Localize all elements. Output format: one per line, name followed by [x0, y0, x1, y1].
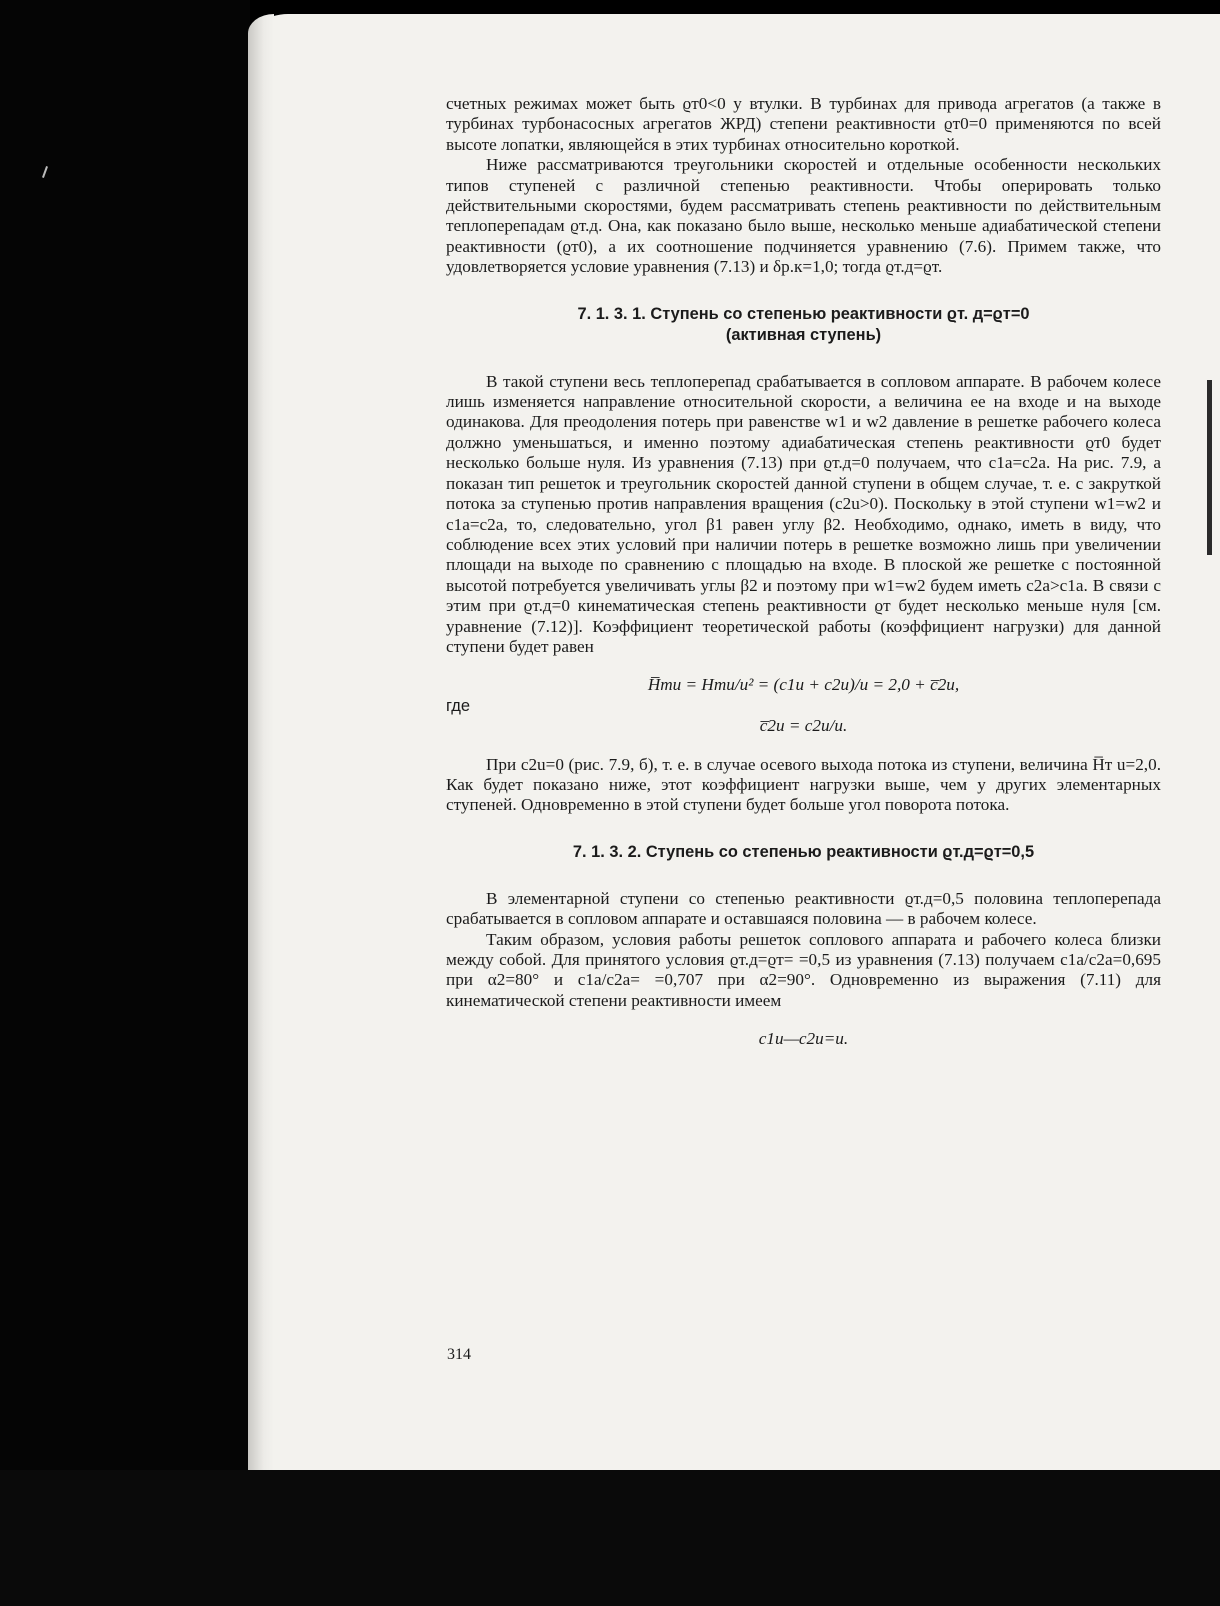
paragraph: В элементарной ступени со степенью реактивности ϱт.д=0,5 половина теплоперепада срабатывается в сопловом аппарате и оставшаяся половина — в рабочем колесе.	[446, 888, 1161, 929]
formula: H̅тu = Hтu/u² = (c1u + c2u)/u = 2,0 + c̅2u,	[647, 675, 960, 695]
formula: c1u—c2u=u.	[758, 1029, 849, 1049]
scan-artifact-right	[1207, 380, 1212, 555]
section-heading: 7. 1. 3. 2. Ступень со степенью реактивности ϱт.д=ϱт=0,5	[572, 842, 1035, 861]
paragraph: Ниже рассматриваются треугольники скоростей и отдельные особенности нескольких типов ступеней с различной степенью реактивности. Чтобы оперировать только действительными скоростями, будем рассматривать степень реактивности по действительным теплоперепадам ϱт.д. Она, как показано было выше, несколько меньше адиабатической степени реактивности (ϱт0), а их соотношение подчиняется уравнению (7.6). Примем также, что удовлетворяется условие уравнения (7.13) и δр.к=1,0; тогда ϱт.д=ϱт.	[446, 155, 1161, 277]
page-edge-shadow	[248, 14, 274, 1472]
section-heading-line: 7. 1. 3. 1. Ступень со степенью реактивности ϱт. д=ϱт=0	[577, 304, 1030, 323]
formula: c̅2u = c2u/u.	[759, 716, 848, 736]
page-number: 314	[447, 1346, 471, 1363]
section-heading	[446, 304, 1161, 346]
scan-bottom-border	[0, 1470, 1220, 1606]
paragraph: В такой ступени весь теплоперепад срабатывается в сопловом аппарате. В рабочем колесе лишь изменяется направление относительной скорости, а величина ее на входе и на выходе одинакова. Для преодоления потерь при равенстве w1 и w2 давление в решетке рабочего колеса должно уменьшаться, и именно поэтому адиабатическая степень реактивности ϱт0 будет несколько больше нуля. Из уравнения (7.13) при ϱт.д=0 получаем, что c1a=c2a. На рис. 7.9, а показан тип решеток и треугольник скоростей данной ступени в общем случае, т. е. с закруткой потока за ступенью против направления вращения (c2u>0). Поскольку в этой ступени w1=w2 и c1a=c2a, то, следовательно, угол β1 равен углу β2. Необходимо, однако, иметь в виду, что соблюдение всех этих условий при наличии потерь в решетке возможно лишь при увеличении площади на выходе по сравнению с площадью на входе. В плоской же решетке с постоянной высотой потребуется увеличивать углы β2 и поэтому при w1=w2 будем иметь c2a>c1a. В связи с этим при ϱт.д=0 кинематическая степень реактивности ϱт будет несколько меньше нуля [см. уравнение (7.12)]. Коэффициент теоретической работы (коэффициент нагрузки) для данной ступени будет равен	[446, 371, 1161, 656]
scan-dark-border	[0, 0, 250, 1606]
section-heading-line: (активная ступень)	[725, 325, 882, 344]
paragraph: счетных режимах может быть ϱт0<0 у втулки. В турбинах для привода агрегатов (а также в турбинах турбонасосных агрегатов ЖРД) степени реактивности ϱт0=0 применяются по всей высоте лопатки, являющейся в этих турбинах относительно короткой.	[446, 94, 1161, 154]
paragraph: Таким образом, условия работы решеток соплового аппарата и рабочего колеса близки между собой. Для принятого условия ϱт.д=ϱт= =0,5 из уравнения (7.13) получаем c1a/c2a=0,695 при α2=80° и c1a/c2a= =0,707 при α2=90°. Одновременно из выражения (7.11) для кинематической степени реактивности имеем	[446, 929, 1161, 1010]
word-where: где	[446, 696, 471, 715]
page-text	[446, 94, 1161, 1050]
paragraph: При c2u=0 (рис. 7.9, б), т. е. в случае осевого выхода потока из ступени, величина H̅т u=2,0. Как будет показано ниже, этот коэффициент нагрузки выше, чем у других элементарных ступеней. Одновременно в этой ступени будет больше угол поворота потока.	[446, 754, 1161, 815]
